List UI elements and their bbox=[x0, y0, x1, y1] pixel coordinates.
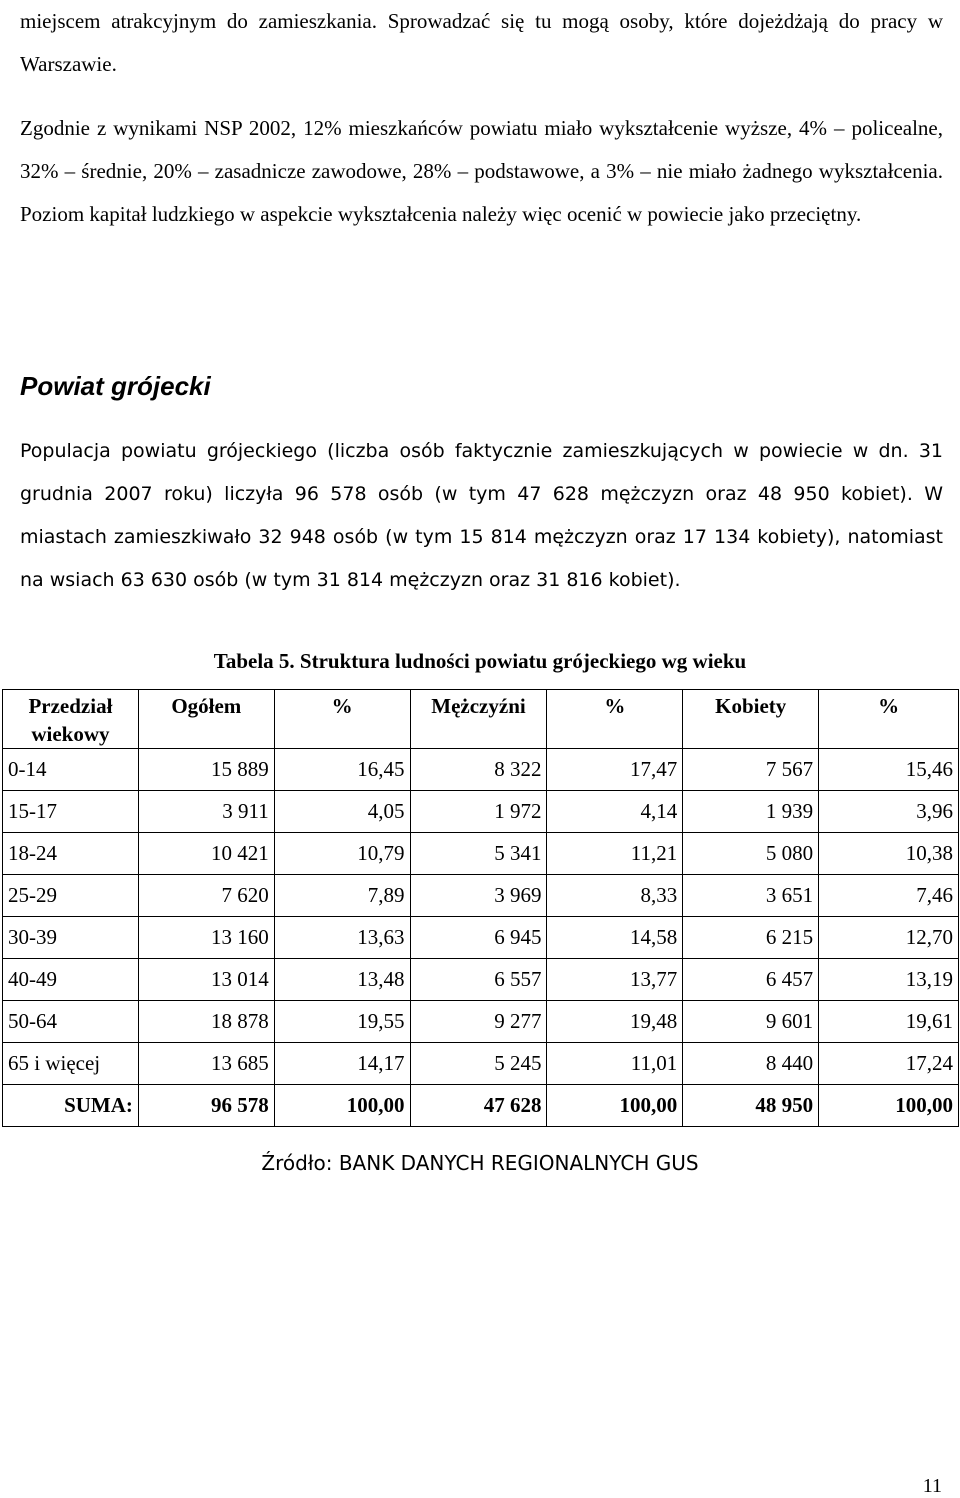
table-row bbox=[3, 959, 959, 1001]
cell-total: 13 014 bbox=[138, 959, 274, 1001]
cell-men-percent: 11,01 bbox=[547, 1043, 683, 1085]
cell-women-percent: 10,38 bbox=[819, 833, 959, 875]
cell-women: 8 440 bbox=[683, 1043, 819, 1085]
header-men: Mężczyźni bbox=[410, 690, 547, 749]
cell-women-percent: 13,19 bbox=[819, 959, 959, 1001]
cell-total: 7 620 bbox=[138, 875, 274, 917]
table-source-text: Źródło: BANK DANYCH REGIONALNYCH GUS bbox=[261, 1151, 699, 1175]
section-heading: Powiat grójecki bbox=[20, 371, 211, 401]
cell-men-percent: 13,77 bbox=[547, 959, 683, 1001]
cell-men: 5 341 bbox=[410, 833, 547, 875]
cell-total-percent: 7,89 bbox=[274, 875, 410, 917]
cell-men-percent: 8,33 bbox=[547, 875, 683, 917]
header-total-percent: % bbox=[274, 690, 410, 749]
cell-sum-women-percent: 100,00 bbox=[819, 1085, 959, 1127]
cell-age-range: 25-29 bbox=[3, 875, 139, 917]
table-caption-text: Tabela 5. Struktura ludności powiatu grójeckiego wg wieku bbox=[213, 649, 747, 673]
cell-age-range: 50-64 bbox=[3, 1001, 139, 1043]
table-row bbox=[3, 917, 959, 959]
cell-total: 15 889 bbox=[138, 749, 274, 791]
cell-total: 3 911 bbox=[138, 791, 274, 833]
cell-age-range: 0-14 bbox=[3, 749, 139, 791]
cell-men: 8 322 bbox=[410, 749, 547, 791]
table-sum-row bbox=[3, 1085, 959, 1127]
table-row bbox=[3, 875, 959, 917]
page-number: 11 bbox=[922, 1475, 942, 1497]
cell-men: 3 969 bbox=[410, 875, 547, 917]
table-row bbox=[3, 1001, 959, 1043]
cell-men: 6 945 bbox=[410, 917, 547, 959]
cell-women-percent: 12,70 bbox=[819, 917, 959, 959]
cell-men-percent: 4,14 bbox=[547, 791, 683, 833]
cell-total: 13 685 bbox=[138, 1043, 274, 1085]
cell-women: 5 080 bbox=[683, 833, 819, 875]
cell-men-percent: 11,21 bbox=[547, 833, 683, 875]
header-women: Kobiety bbox=[683, 690, 819, 749]
paragraph-top: miejscem atrakcyjnym do zamieszkania. Sprowadzać się tu mogą osoby, które dojeżdżają do pracy w Warszawie. bbox=[20, 9, 943, 76]
table-row bbox=[3, 1043, 959, 1085]
table-source bbox=[0, 1148, 960, 1178]
paragraph-population: Populacja powiatu grójeckiego (liczba osób faktycznie zamieszkujących w powiecie w dn. 31 grudnia 2007 roku) liczyła 96 578 osób (w tym 47 628 mężczyzn oraz 48 950 kobiet). W miastach zamieszkiwało 32 948 osób (w tym 15 814 mężczyzn oraz 17 134 kobiety), natomiast na wsiach 63 630 osób (w tym 31 814 mężczyzn oraz 31 816 kobiet). bbox=[20, 440, 943, 591]
cell-women: 3 651 bbox=[683, 875, 819, 917]
cell-age-range: 65 i więcej bbox=[3, 1043, 139, 1085]
paragraph-education: Zgodnie z wynikami NSP 2002, 12% mieszkańców powiatu miało wykształcenie wyższe, 4% – policealne, 32% – średnie, 20% – zasadnicze zawodowe, 28% – podstawowe, a 3% – nie miało żadnego wykształcenia. Poziom kapitał ludzkiego w aspekcie wykształcenia należy więc ocenić w powiecie jako przeciętny. bbox=[20, 116, 943, 226]
cell-men: 9 277 bbox=[410, 1001, 547, 1043]
cell-men-percent: 14,58 bbox=[547, 917, 683, 959]
cell-total: 13 160 bbox=[138, 917, 274, 959]
header-men-percent: % bbox=[547, 690, 683, 749]
cell-women-percent: 3,96 bbox=[819, 791, 959, 833]
cell-total-percent: 14,17 bbox=[274, 1043, 410, 1085]
cell-total-percent: 16,45 bbox=[274, 749, 410, 791]
cell-age-range: 18-24 bbox=[3, 833, 139, 875]
table-header-row bbox=[3, 690, 959, 749]
cell-age-range: 15-17 bbox=[3, 791, 139, 833]
population-age-table bbox=[2, 689, 959, 1127]
cell-total-percent: 19,55 bbox=[274, 1001, 410, 1043]
cell-age-range: 30-39 bbox=[3, 917, 139, 959]
cell-sum-total-percent: 100,00 bbox=[274, 1085, 410, 1127]
cell-women-percent: 7,46 bbox=[819, 875, 959, 917]
cell-women: 1 939 bbox=[683, 791, 819, 833]
table-row bbox=[3, 833, 959, 875]
cell-total-percent: 4,05 bbox=[274, 791, 410, 833]
cell-men: 1 972 bbox=[410, 791, 547, 833]
cell-women: 9 601 bbox=[683, 1001, 819, 1043]
header-total: Ogółem bbox=[138, 690, 274, 749]
table-caption bbox=[0, 646, 960, 676]
cell-men: 6 557 bbox=[410, 959, 547, 1001]
table-row bbox=[3, 749, 959, 791]
cell-sum-men-percent: 100,00 bbox=[547, 1085, 683, 1127]
cell-men-percent: 17,47 bbox=[547, 749, 683, 791]
cell-total: 10 421 bbox=[138, 833, 274, 875]
header-women-percent: % bbox=[819, 690, 959, 749]
cell-women-percent: 17,24 bbox=[819, 1043, 959, 1085]
cell-men-percent: 19,48 bbox=[547, 1001, 683, 1043]
cell-women: 7 567 bbox=[683, 749, 819, 791]
cell-sum-women: 48 950 bbox=[683, 1085, 819, 1127]
cell-sum-label: SUMA: bbox=[3, 1085, 139, 1127]
cell-women: 6 457 bbox=[683, 959, 819, 1001]
cell-age-range: 40-49 bbox=[3, 959, 139, 1001]
header-age-range: Przedział wiekowy bbox=[3, 690, 139, 749]
cell-women-percent: 19,61 bbox=[819, 1001, 959, 1043]
cell-total: 18 878 bbox=[138, 1001, 274, 1043]
table-row bbox=[3, 791, 959, 833]
cell-total-percent: 13,48 bbox=[274, 959, 410, 1001]
cell-sum-men: 47 628 bbox=[410, 1085, 547, 1127]
cell-men: 5 245 bbox=[410, 1043, 547, 1085]
cell-women-percent: 15,46 bbox=[819, 749, 959, 791]
cell-total-percent: 10,79 bbox=[274, 833, 410, 875]
cell-total-percent: 13,63 bbox=[274, 917, 410, 959]
cell-sum-total: 96 578 bbox=[138, 1085, 274, 1127]
cell-women: 6 215 bbox=[683, 917, 819, 959]
